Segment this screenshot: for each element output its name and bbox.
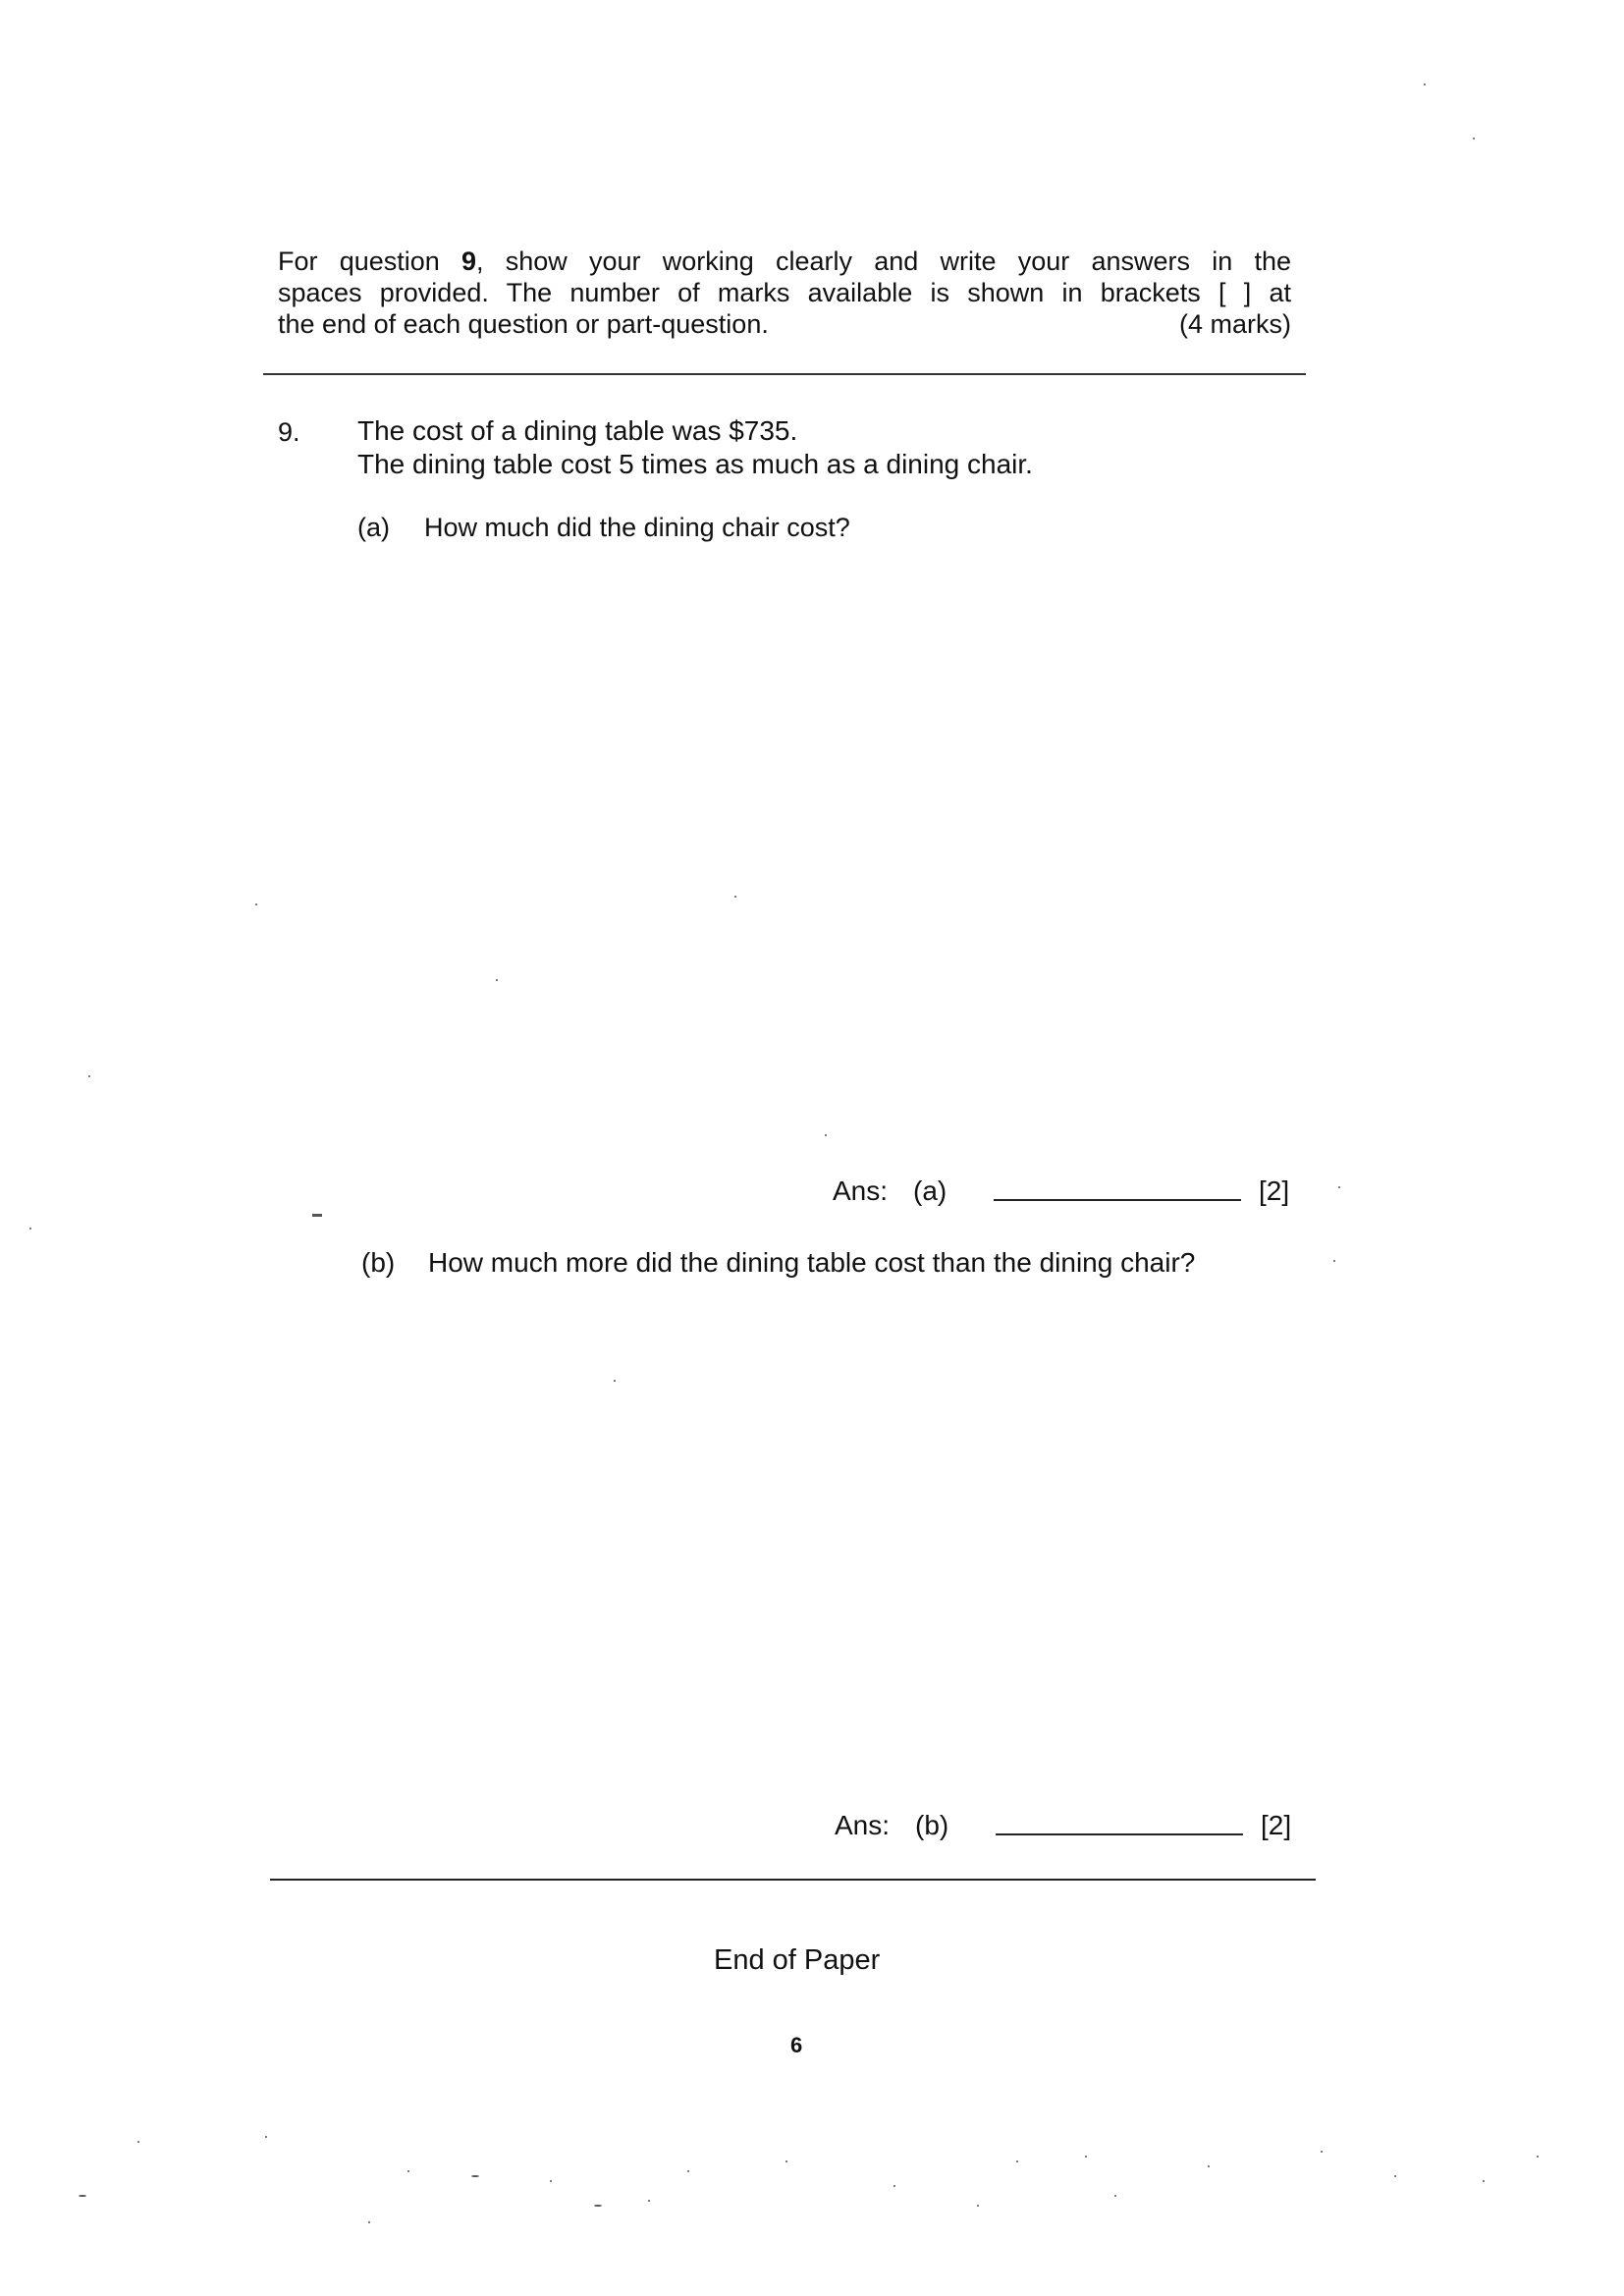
scan-speck — [550, 2180, 552, 2182]
question-ref: 9 — [461, 246, 477, 276]
part-a-label: (a) — [357, 513, 390, 542]
part-b — [361, 1247, 1195, 1279]
question-line-2: The dining table cost 5 times as much as a dining chair. — [357, 449, 1033, 479]
scan-speck — [785, 2160, 787, 2162]
scan-speck — [1321, 2151, 1323, 2153]
scan-speck — [265, 2136, 267, 2138]
scan-speck — [407, 2170, 409, 2172]
question-number: 9. — [278, 417, 300, 447]
scan-speck — [648, 2200, 650, 2202]
end-of-paper: End of Paper — [714, 1944, 881, 1976]
scan-speck — [496, 979, 498, 981]
scan-speck — [614, 1380, 616, 1382]
part-a — [357, 513, 850, 543]
question-stem — [357, 414, 1033, 481]
part-b-label: (b) — [361, 1247, 396, 1278]
scan-speck — [471, 2175, 479, 2177]
scan-speck — [1424, 83, 1426, 85]
answer-b-marks: [2] — [1261, 1810, 1292, 1840]
scan-speck — [368, 2221, 370, 2223]
divider-top — [263, 373, 1306, 375]
scan-speck — [312, 1214, 322, 1217]
scan-speck — [1016, 2160, 1018, 2162]
scan-speck — [1537, 2156, 1539, 2158]
scan-speck — [734, 896, 736, 898]
scan-speck — [1114, 2195, 1116, 2197]
scan-speck — [825, 1134, 827, 1136]
answer-b-prefix: Ans: — [835, 1810, 891, 1840]
scan-speck — [255, 903, 257, 905]
answer-a-row — [833, 1175, 1289, 1207]
instruction-line-3: the end of each question or part-question. (4 marks) — [278, 309, 1291, 339]
answer-b-label: (b) — [915, 1810, 949, 1840]
instruction-line-1: For question 9, show your working clearly and write your answers in the — [278, 246, 1291, 276]
question-line-1: The cost of a dining table was $735. — [357, 415, 798, 446]
scan-speck — [1473, 137, 1475, 139]
part-a-text: How much did the dining chair cost? — [424, 513, 850, 542]
page-number: 6 — [790, 2033, 803, 2057]
part-b-text: How much more did the dining table cost than the dining chair? — [428, 1247, 1196, 1278]
scan-speck — [1483, 2180, 1485, 2182]
scan-speck — [29, 1228, 31, 1230]
scan-speck — [893, 2185, 895, 2187]
instruction-line-2: spaces provided. The number of marks available is shown in brackets [ ] at — [278, 278, 1291, 307]
scan-speck — [594, 2205, 602, 2207]
answer-a-blank[interactable] — [994, 1199, 1241, 1201]
total-marks: (4 marks) — [1179, 309, 1291, 339]
answer-b-blank[interactable] — [996, 1833, 1243, 1835]
scan-speck — [1208, 2165, 1210, 2167]
scan-speck — [687, 2170, 689, 2172]
scan-speck — [88, 1075, 90, 1077]
instructions — [278, 246, 1291, 340]
answer-a-label: (a) — [913, 1175, 947, 1206]
scan-speck — [1338, 1186, 1340, 1188]
answer-b-row — [835, 1810, 1291, 1841]
scan-speck — [79, 2195, 86, 2197]
divider-bottom — [270, 1879, 1316, 1881]
scan-speck — [1333, 1260, 1335, 1262]
answer-a-marks: [2] — [1259, 1175, 1290, 1206]
scan-speck — [1394, 2175, 1396, 2177]
scan-speck — [137, 2141, 139, 2143]
scan-speck — [977, 2205, 979, 2207]
answer-a-prefix: Ans: — [833, 1175, 889, 1206]
scan-speck — [1085, 2156, 1087, 2158]
